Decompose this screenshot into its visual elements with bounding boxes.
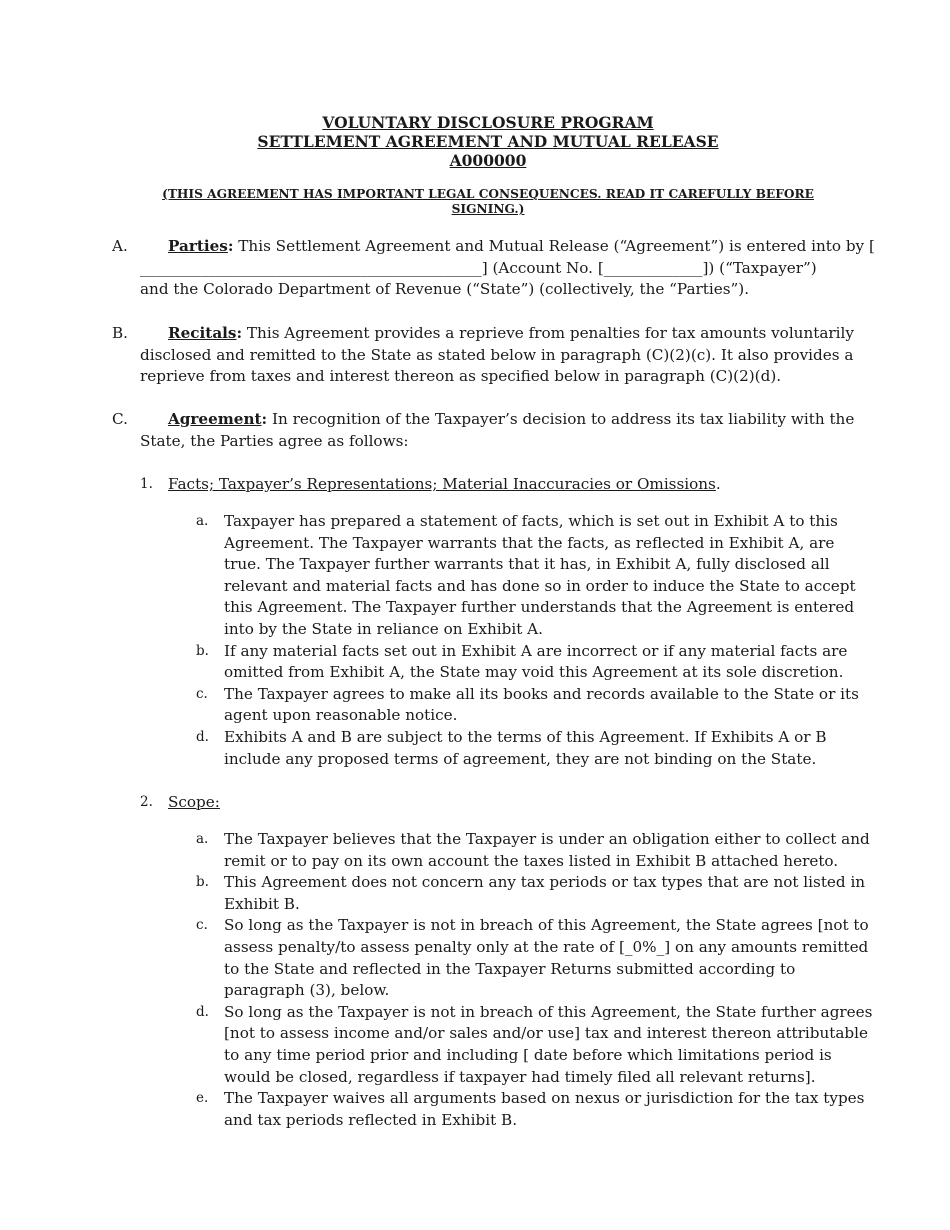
facts-list: [196, 511, 876, 770]
section-marker: C.: [112, 410, 128, 428]
subsection-number: 2.: [140, 794, 153, 810]
legal-notice-line: SIGNING.): [451, 202, 525, 216]
section-marker: A.: [112, 237, 128, 255]
section-text: This Agreement provides a reprieve from penalties for tax amounts voluntarily: [242, 324, 854, 342]
subsection-scope: [140, 792, 860, 814]
section-heading: Agreement: [168, 410, 262, 428]
section-text: State, the Parties agree as follows:: [140, 431, 409, 450]
section-parties: A. Parties: This Settlement Agreement and Mutual Release (“Agreement”) is entered into by [ _____________________________________________] (Account No. [_____________]) (“Taxpayer”) and the Colorado Department of Revenue (“State”) (collectively, the “Parties”).: [112, 236, 872, 301]
list-item: [196, 511, 876, 641]
section-heading: Parties: [168, 237, 228, 255]
item-text: on any amounts remitted to the State and reflected in the Taxpayer Returns submitted according to paragraph (3), below.: [224, 937, 869, 1000]
list-item: [196, 829, 876, 872]
list-item: [196, 872, 876, 915]
subsection-title: Facts; Taxpayer’s Representations; Material Inaccuracies or Omissions: [168, 475, 716, 493]
subsection-number: 1.: [140, 476, 153, 492]
item-letter: d.: [196, 728, 209, 745]
item-letter: b.: [196, 642, 209, 659]
legal-notice: [140, 187, 836, 217]
item-letter: a.: [196, 513, 209, 529]
item-letter: e.: [196, 1090, 209, 1107]
list-item: [196, 684, 876, 727]
item-letter: c.: [196, 917, 208, 934]
title-number: A000000: [449, 151, 527, 170]
penalty-rate: [_0%_]: [619, 937, 671, 956]
section-marker: B.: [112, 324, 128, 342]
title-program: VOLUNTARY DISCLOSURE PROGRAM: [322, 113, 654, 132]
item-text: This Agreement does not concern any tax periods or tax types that are not listed in Exhibit B.: [224, 873, 866, 913]
item-letter: a.: [196, 831, 209, 847]
list-item: [196, 1002, 876, 1088]
item-text: So long as the Taxpayer is not in breach of this Agreement, the State agrees [not to assess penalty/to assess penalty only at the rate of: [224, 916, 869, 956]
section-heading: Recitals: [168, 324, 237, 342]
item-letter: c.: [196, 685, 208, 702]
item-text: Exhibits A and B are subject to the terms of this Agreement. If Exhibits A or B include any proposed terms of agreement, they are not binding on the State.: [224, 727, 827, 768]
section-recitals: B. Recitals: This Agreement provides a reprieve from penalties for tax amounts voluntarily disclosed and remitted to the State as stated below in paragraph (C)(2)(c). It also provides a reprieve from taxes and interest thereon as specified below in paragraph (C)(2)(d).: [112, 323, 872, 388]
item-text: Taxpayer has prepared a statement of facts, which is set out in Exhibit A to this Agreement. The Taxpayer warrants that the facts, as reflected in Exhibit A, are true. The Taxpayer further warrants that it has, in Exhibit A, fully disclosed all relevant and material facts and has done so in order to induce the State to accept this Agreement. The Taxpayer further understands that the Agreement is entered into by the State in reliance on Exhibit A.: [224, 512, 856, 638]
subsection-title: Scope:: [168, 793, 220, 811]
legal-notice-line: (THIS AGREEMENT HAS IMPORTANT LEGAL CONSEQUENCES. READ IT CAREFULLY BEFORE: [162, 187, 814, 201]
title-agreement: SETTLEMENT AGREEMENT AND MUTUAL RELEASE: [257, 132, 719, 151]
list-item: [196, 727, 876, 770]
section-text: disclosed and remitted to the State as stated below in paragraph (C)(2)(c). It also provides a: [140, 345, 854, 364]
list-item: [196, 641, 876, 684]
item-text: The Taxpayer agrees to make all its books and records available to the State or its agent upon reasonable notice.: [224, 684, 859, 725]
list-item: [196, 915, 876, 1001]
section-text: In recognition of the Taxpayer’s decision to address its tax liability with the: [267, 410, 855, 428]
taxpayer-name-and-account-line: _____________________________________________] (Account No. [_____________]) (“Taxpayer”): [140, 258, 817, 277]
item-text: The Taxpayer waives all arguments based on nexus or jurisdiction for the tax types and tax periods reflected in Exhibit B.: [224, 1089, 865, 1129]
subsection-facts: 1. Facts; Taxpayer’s Representations; Material Inaccuracies or Omissions.: [140, 474, 860, 496]
section-text: reprieve from taxes and interest thereon as specified below in paragraph (C)(2)(d).: [140, 367, 782, 386]
item-text: So long as the Taxpayer is not in breach of this Agreement, the State further agrees [not to assess income and/or sales and/or use] tax and interest thereon attributable to any time period prior and including [ date before which limitations period is would be closed, regardless if taxpayer had timely filed all relevant returns].: [224, 1002, 873, 1086]
item-letter: b.: [196, 874, 209, 891]
section-agreement: C. Agreement: In recognition of the Taxpayer’s decision to address its tax liability with the State, the Parties agree as follows:: [112, 409, 872, 452]
section-text: and the Colorado Department of Revenue (“State”) (collectively, the “Parties”).: [140, 280, 750, 299]
item-text: The Taxpayer believes that the Taxpayer is under an obligation either to collect and remit or to pay on its own account the taxes listed in Exhibit B attached hereto.: [224, 830, 870, 870]
item-letter: d.: [196, 1003, 209, 1020]
list-item: [196, 1088, 876, 1131]
section-text: This Settlement Agreement and Mutual Release (“Agreement”) is entered into by [: [233, 237, 875, 255]
scope-list: [196, 829, 876, 1131]
item-text: If any material facts set out in Exhibit A are incorrect or if any material facts are omitted from Exhibit A, the State may void this Agreement at its sole discretion.: [224, 641, 848, 682]
